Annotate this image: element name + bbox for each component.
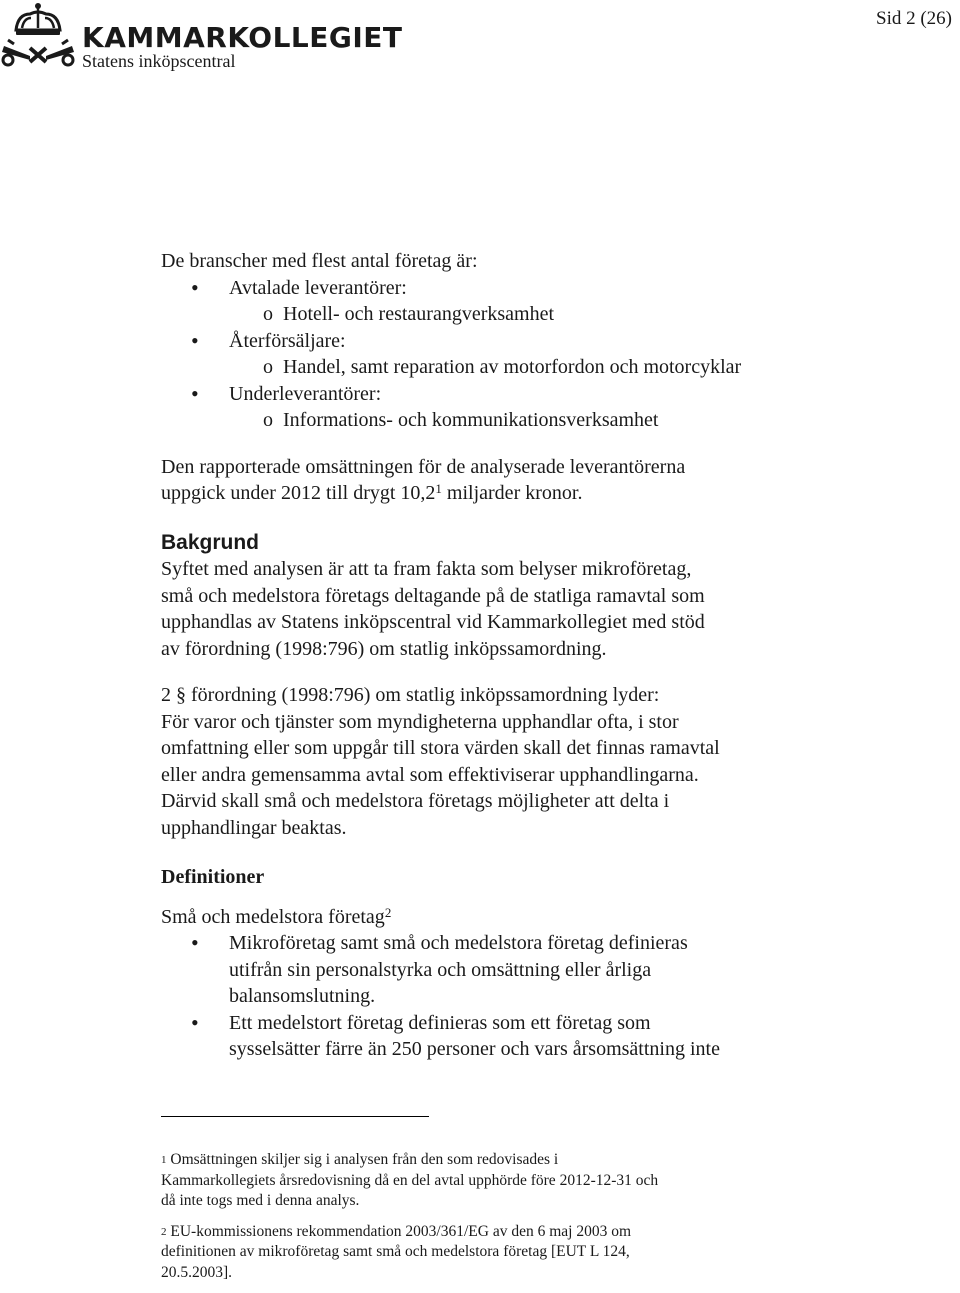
list-item: • Underleverantörer:: [161, 381, 821, 408]
section-heading-definitioner: Definitioner: [161, 866, 265, 888]
regulation-quote: 2 § förordning (1998:796) om statlig inköpssamordning lyder: För varor och tjänster som myndigheterna upphandlar ofta, i stor omfattning eller som uppgår till stora värden skall det finnas ramavtal eller andra gemensamma avtal som effektiviserar upphandlingarna. Därvid skall små och medelstora företags möjligheter att delta i upphandlingar beaktas.: [161, 684, 720, 839]
brand-name: KAMMARKOLLEGIET: [82, 21, 403, 54]
list-item: • Mikroföretag samt små och medelstora företag definieras utifrån sin personalstyrka och omsättning eller årliga balansomslutning.: [161, 930, 821, 1010]
crown-keys-icon: [0, 0, 76, 70]
sub-list-item: o Handel, samt reparation av motorfordon och motorcyklar: [263, 356, 742, 378]
section-heading-bakgrund: Bakgrund: [161, 530, 260, 554]
brand-subtitle: Statens inköpscentral: [82, 51, 236, 71]
kammarkollegiet-logo: [0, 0, 403, 75]
footnote-2: $^2$ EU-kommissionens rekommendation 2003/361/EG av den 6 maj 2003 om definitionen av mikroföretag samt små och medelstora företag [EUT L 124, 20.5.2003].: [161, 1222, 632, 1281]
page-number: Sid 2 (26): [876, 8, 952, 29]
sme-subheading: Små och medelstora företag$^2$: [161, 904, 392, 928]
list-item: • Ett medelstort företag definieras som ett företag som sysselsätter färre än 250 personer och vars årsomsättning inte: [161, 1010, 821, 1063]
footnote-1: $^1$ Omsättningen skiljer sig i analysen från den som redovisades i Kammarkollegiets årsredovisning då en del avtal upphörde före 2012-12-31 och då inte togs med i denna analys.: [161, 1151, 659, 1209]
footnote-separator: [161, 1116, 429, 1117]
branches-intro: De branscher med flest antal företag är:: [161, 250, 478, 272]
document-body: [161, 248, 821, 1063]
turnover-paragraph: Den rapporterade omsättningen för de analyserade leverantörerna uppgick under 2012 till drygt 10,2$^1$ miljarder kronor.: [161, 455, 686, 504]
sub-list-item: o Informations- och kommunikationsverksamhet: [263, 409, 659, 431]
sub-list-item: o Hotell- och restaurangverksamhet: [263, 303, 555, 325]
list-item: • Återförsäljare:: [161, 328, 821, 355]
footnote-ref-2[interactable]: 2: [384, 904, 392, 920]
list-item: • Avtalade leverantörer:: [161, 275, 821, 302]
footnote-ref-1[interactable]: 1: [435, 481, 442, 496]
footnotes: [161, 1150, 801, 1293]
bakgrund-paragraph: Syftet med analysen är att ta fram fakta som belyser mikroföretag, små och medelstora företags deltagande på de statliga ramavtal som upphandlas av Statens inköpscentral vid Kammarkollegiet med stöd av förordning (1998:796) om statlig inköpssamordning.: [161, 558, 705, 660]
